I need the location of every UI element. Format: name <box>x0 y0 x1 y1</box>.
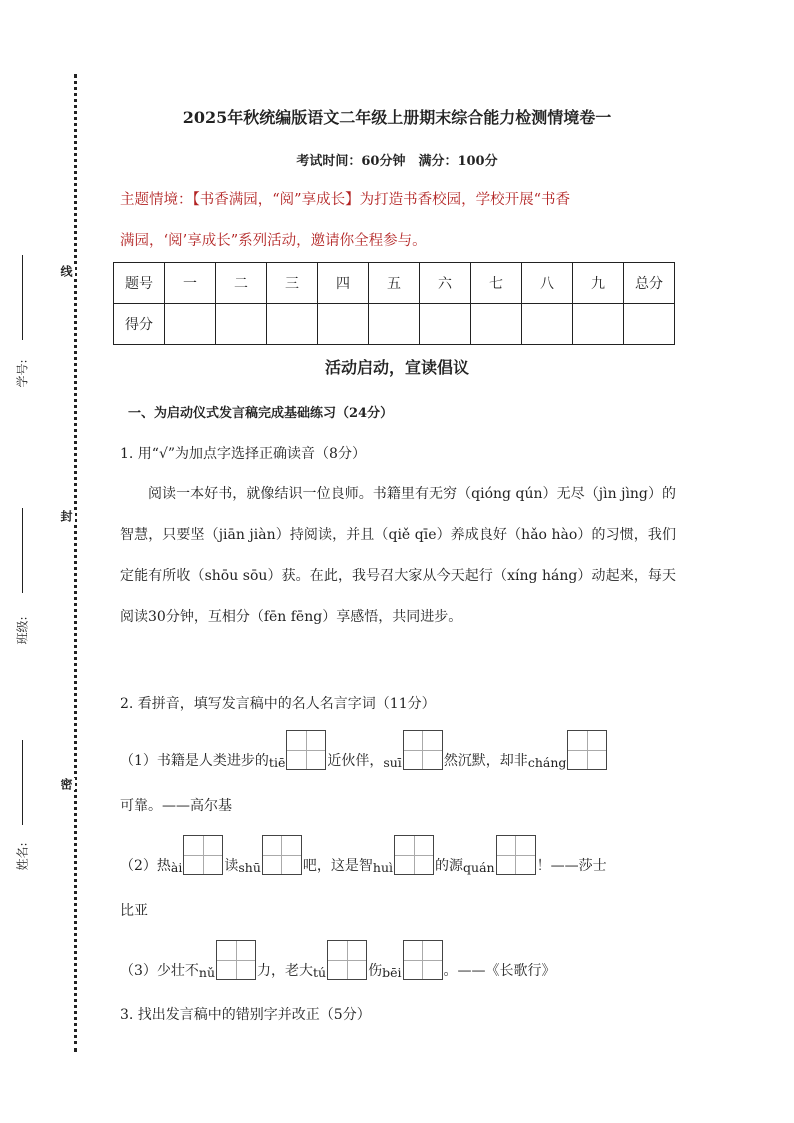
tianzige-box[interactable] <box>496 835 536 875</box>
theme-line-2: 满园，‘阅’享成长”系列活动，邀请你全程参与。 <box>120 233 427 249</box>
q2-line-1 <box>120 730 608 770</box>
part1-heading: 一、为启动仪式发言稿完成基础练习（24分） <box>128 406 394 421</box>
q2-line-2 <box>120 835 607 875</box>
q2-3-text: 力，老大 <box>257 963 314 979</box>
q2-3-text: 伤 <box>368 963 383 979</box>
q2-2-text: 的源 <box>435 858 464 874</box>
score-table <box>113 262 675 345</box>
tianzige-box[interactable] <box>403 730 443 770</box>
score-header-cell: 八 <box>522 263 573 304</box>
tianzige-box[interactable] <box>327 940 367 980</box>
q2-1-text: （1）书籍是人类进步的 <box>120 753 269 769</box>
pinyin-quan: quán <box>463 860 495 875</box>
score-table-header-row <box>114 263 675 304</box>
tianzige-box[interactable] <box>394 835 434 875</box>
score-cell[interactable] <box>165 304 216 345</box>
q2-1-tail: 可靠。——高尔基 <box>120 798 232 814</box>
q2-3-text: （3）少壮不 <box>120 963 199 979</box>
score-header-cell: 七 <box>471 263 522 304</box>
score-header-cell: 九 <box>573 263 624 304</box>
tianzige-box[interactable] <box>216 940 256 980</box>
tianzige-box[interactable] <box>262 835 302 875</box>
score-header-cell: 总分 <box>624 263 675 304</box>
tianzige-box[interactable] <box>567 730 607 770</box>
student-id-label: 学号: <box>15 359 30 388</box>
score-cell[interactable] <box>318 304 369 345</box>
seal-char-mi: 密 <box>59 778 73 790</box>
tianzige-box[interactable] <box>403 940 443 980</box>
q2-2-tail: 比亚 <box>120 903 148 919</box>
seal-char-feng: 封 <box>59 510 73 522</box>
binding-dotted-line <box>74 74 77 1052</box>
score-cell[interactable] <box>267 304 318 345</box>
seal-char-xian: 线 <box>59 265 73 277</box>
theme-line-1: 主题情境：【书香满园，“阅”享成长】为打造书香校园，学校开展“书香 <box>120 192 570 208</box>
q2-2-text: 吧，这是智 <box>302 858 373 874</box>
score-cell[interactable] <box>573 304 624 345</box>
q2-1-text: 近伙伴， <box>327 753 384 769</box>
score-cell[interactable] <box>216 304 267 345</box>
score-cell[interactable] <box>420 304 471 345</box>
score-header-cell: 一 <box>165 263 216 304</box>
exam-meta: 考试时间：60分钟 满分：100分 <box>296 154 498 169</box>
score-cell[interactable] <box>624 304 675 345</box>
name-label: 姓名: <box>15 842 30 871</box>
pinyin-sui: suī <box>383 755 402 770</box>
q3-label: 3. 找出发言稿中的错别字并改正（5分） <box>120 1007 371 1023</box>
pinyin-chang: cháng <box>527 755 567 770</box>
q2-2-text: 读 <box>224 858 239 874</box>
score-header-cell: 四 <box>318 263 369 304</box>
pinyin-nu: nǔ <box>198 965 216 980</box>
score-header-cell: 五 <box>369 263 420 304</box>
pinyin-tu: tú <box>313 965 327 980</box>
pinyin-ai: ài <box>170 860 183 875</box>
score-row-label: 得分 <box>114 304 165 345</box>
score-cell[interactable] <box>522 304 573 345</box>
q2-3-text: 。——《长歌行》 <box>443 963 556 979</box>
pinyin-bei: bēi <box>382 965 402 980</box>
score-header-cell: 二 <box>216 263 267 304</box>
student-id-line[interactable] <box>22 255 23 340</box>
q2-1-text: 然沉默，却非 <box>443 753 528 769</box>
tianzige-box[interactable] <box>183 835 223 875</box>
q2-2-text: ！——莎士 <box>536 858 607 874</box>
score-cell[interactable] <box>471 304 522 345</box>
exam-title: 2025年秋统编版语文二年级上册期末综合能力检测情境卷一 <box>182 108 612 127</box>
pinyin-tie: tiē <box>268 755 286 770</box>
q2-line-3 <box>120 940 556 980</box>
score-cell[interactable] <box>369 304 420 345</box>
score-header-cell: 六 <box>420 263 471 304</box>
score-header-cell: 题号 <box>114 263 165 304</box>
q1-passage: 阅读一本好书，就像结识一位良师。书籍里有无穷（qióng qún）无尽（jìn jìng）的智慧，只要坚（jiān jiàn）持阅读，并且（qiě qīe）养成良好（hǎo hào）的习惯，我们定能有所收（shōu sōu）获。在此，我号召大家从今天起行（xíng háng）动起来，每天阅读30分钟，互相分（fēn fēng）享感悟，共同进步。 <box>120 486 676 625</box>
pinyin-hui: huì <box>372 860 394 875</box>
q2-label: 2. 看拼音，填写发言稿中的名人名言字词（11分） <box>120 696 436 712</box>
score-header-cell: 三 <box>267 263 318 304</box>
q2-2-text: （2）热 <box>120 858 171 874</box>
tianzige-box[interactable] <box>286 730 326 770</box>
score-table-score-row <box>114 304 675 345</box>
q1-label: 1. 用“√”为加点字选择正确读音（8分） <box>120 446 366 462</box>
class-label: 班级: <box>15 616 30 645</box>
pinyin-shu: shū <box>238 860 261 875</box>
section-title: 活动启动，宣读倡议 <box>324 358 469 377</box>
name-line[interactable] <box>22 740 23 825</box>
class-line[interactable] <box>22 508 23 593</box>
